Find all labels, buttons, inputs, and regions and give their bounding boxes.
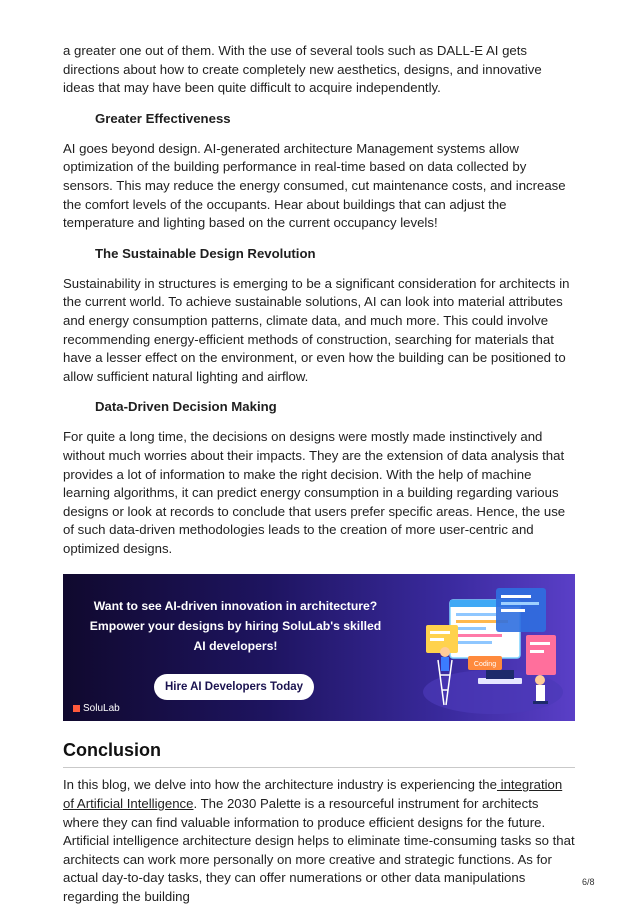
solulab-logo-icon <box>73 705 80 712</box>
promo-banner[interactable] <box>63 574 575 721</box>
banner-line-1: Want to see AI-driven innovation in architecture? <box>93 599 378 614</box>
brand-name: SoluLab <box>83 703 120 715</box>
illustration-coding-label: Coding <box>473 661 497 669</box>
solulab-logo <box>73 703 120 714</box>
banner-text <box>63 596 408 656</box>
intro-paragraph: a greater one out of them. With the use of several tools such as DALL-E AI gets directions about how to create completely new aesthetics, designs, and innovative ideas that may have been quite difficult to acquire independently. <box>63 43 542 96</box>
ai-integration-link[interactable]: integration of Artificial Intelligence <box>63 777 563 812</box>
section-body-sustainable: Sustainability in structures is emerging to be a significant consideration for architects in the current world. To achieve sustainable solutions, AI can look into material attributes and energy consumption patterns, climate data, and much more. This could involve recommending energy-efficient methods of construction, searching for materials that have a lesser effect on the environment, or even how the building can be positioned to allow sufficient natural lighting and airflow. <box>63 275 570 384</box>
document-page <box>63 42 575 907</box>
banner-line-2: Empower your designs by hiring SoluLab's skilled <box>89 619 382 634</box>
conclusion-paragraph <box>63 776 575 906</box>
section-heading-effectiveness: Greater Effectiveness <box>95 110 231 126</box>
hire-ai-developers-button[interactable]: Hire AI Developers Today <box>154 674 314 700</box>
banner-line-3: AI developers! <box>193 639 278 654</box>
section-body-data-driven: For quite a long time, the decisions on designs were mostly made instinctively and without much worries about their impacts. They are the extension of data analysis that provides a lot of information to make the right decision. With the help of machine learning algorithms, it can predict energy consumption in a building regarding various designs or look at records to conclude that users prefer specific areas. Hence, the use of such data-driven methodologies leads to the creation of more user-centric and optimized designs. <box>63 429 566 556</box>
conclusion-heading: Conclusion <box>63 739 575 768</box>
section-heading-data-driven: Data-Driven Decision Making <box>95 399 277 415</box>
conclusion-text-before-link: In this blog, we delve into how the architecture industry is experiencing the <box>63 777 497 793</box>
page-number: 6/8 <box>582 877 595 887</box>
developer-illustration <box>408 580 575 721</box>
section-body-effectiveness: AI goes beyond design. AI-generated architecture Management systems allow optimization of the building performance in real-time based on data collected by sensors. This may reduce the energy consumed, cut maintenance costs, and increase the comfort levels of the occupants. Hear about buildings that can adjust the temperature and lighting based on the current occupancy levels! <box>63 140 566 231</box>
conclusion-text-after-link: . The 2030 Palette is a resourceful instrument for architects where they can find valuable information to produce efficient designs for the future. Artificial intelligence architecture design helps to eliminate time-consuming tasks so that architects can work more personally on more creative and strategic functions. As for actual day-to-day tasks, they can offer numerations or other data manipulations regarding the building <box>63 796 575 905</box>
section-heading-sustainable: The Sustainable Design Revolution <box>95 245 316 261</box>
